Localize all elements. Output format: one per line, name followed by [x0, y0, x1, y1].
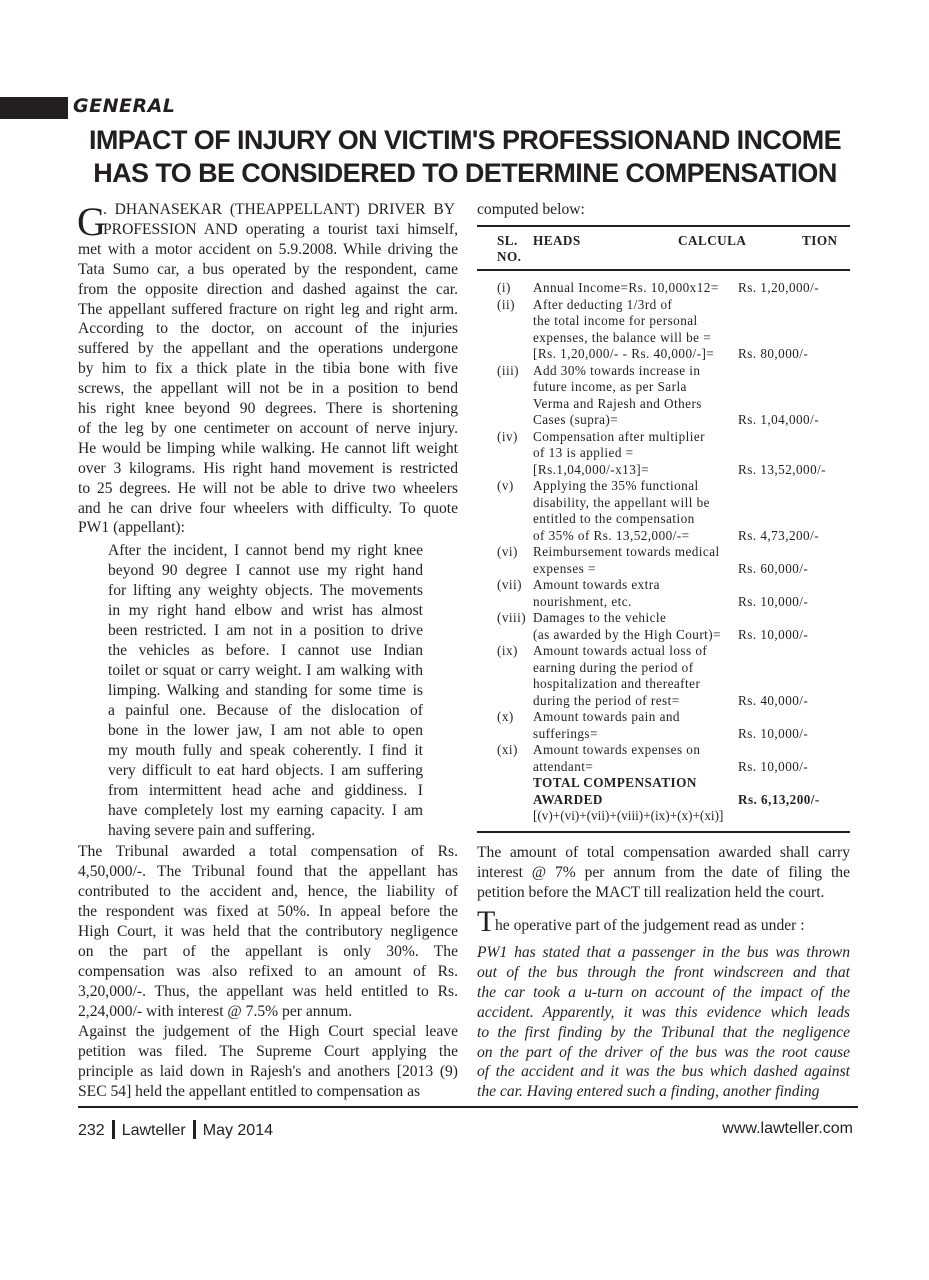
quote-line: After the incident, I cannot bend my right knee: [108, 542, 423, 559]
body-line: He would be limping while walking. He cannot lift weight: [78, 439, 458, 457]
row-head-text: Amount towards expenses on: [533, 742, 701, 757]
quote-line: having severe pain and suffering.: [108, 822, 316, 839]
quote-line: have completely lost my earning capacity. I am: [108, 802, 423, 819]
row-head-text: Damages to the vehicle: [533, 610, 667, 625]
row-amount: Rs. 80,000/-: [738, 346, 809, 361]
row-head-text: future income, as per Sarla: [533, 379, 687, 394]
body-line: suffered by the appellant and the operations undergone: [78, 340, 458, 358]
body-line: According to the doctor, on account of the injuries: [78, 320, 458, 338]
row-head-text: during the period of rest=: [533, 692, 680, 708]
website-link[interactable]: www.lawteller.com: [722, 1120, 853, 1137]
row-head-text: [Rs. 1,20,000/- - Rs. 40,000/-]=: [533, 346, 715, 361]
quote-line: bone in the lower jaw, I am not able to open: [108, 722, 423, 739]
quote-line: the car. Having entered such a finding, another finding: [477, 1083, 820, 1101]
body-line: principle as laid down in Rajesh's and anothers [2013 (9): [78, 1063, 458, 1080]
header-heads: HEADS: [533, 233, 581, 248]
total-amount: Rs. 6,13,200/-: [738, 791, 820, 807]
divider: [112, 1120, 115, 1139]
table-bottom-rule: [477, 831, 850, 833]
quote-line: accident. Apparently, it was this evidence which leads: [477, 1003, 850, 1021]
row-head-text: of 13 is applied =: [533, 445, 634, 460]
row-head-text: sufferings=: [533, 725, 598, 741]
body-line: petition before the MACT till realization held the court.: [477, 884, 825, 901]
row-amount: Rs. 10,000/-: [738, 758, 809, 774]
body-line: the respondent was fixed at 50%. In appeal before the: [78, 903, 458, 920]
row-head-text: Amount towards extra: [533, 577, 660, 592]
body-line: from the opposite direction and dashed against the car.: [78, 280, 458, 298]
body-line: over 3 kilograms. His right hand movement is restricted: [78, 459, 458, 477]
body-line: contributed to the accident and, hence, the liability of: [78, 883, 458, 900]
row-sl-number: (vii): [497, 577, 522, 592]
page-number: 232: [78, 1122, 105, 1139]
row-head-text: Cases (supra)=: [533, 412, 619, 427]
row-amount: Rs. 1,04,000/-: [738, 412, 820, 427]
body-line: compensation was also refixed to an amount of Rs.: [78, 963, 458, 980]
table-intro: computed below:: [477, 201, 585, 218]
quote-line: beyond 90 degree I cannot use my right hand: [108, 562, 423, 579]
total-label: AWARDED: [533, 791, 603, 807]
operative-part-intro: he operative part of the judgement read as under :: [495, 917, 805, 934]
row-sl-number: (viii): [497, 610, 527, 625]
quote-line: from intermittent head ache and giddiness. I: [108, 782, 423, 799]
row-head-text: disability, the appellant will be: [533, 494, 710, 510]
body-line: The appellant suffered fracture on right leg and right arm.: [78, 300, 458, 318]
row-amount: Rs. 10,000/-: [738, 626, 809, 642]
quote-line: PW1 has stated that a passenger in the bus was thrown: [477, 944, 850, 961]
quote-line: out of the bus through the front windscreen and that: [477, 963, 850, 981]
body-line: 3,20,000/-. Thus, the appellant was held entitled to Rs.: [78, 983, 458, 1000]
row-amount: Rs. 10,000/-: [738, 725, 809, 741]
total-label: TOTAL COMPENSATION: [533, 775, 697, 790]
row-head-text: Annual Income=Rs. 10,000x12=: [533, 280, 719, 295]
body-line: Tata Sumo car, a bus operated by the respondent, came: [78, 260, 458, 278]
quote-line: the vehicles as before. I cannot use Indian: [108, 642, 423, 659]
body-line: . DHANASEKAR (THEAPPELLANT) DRIVER BY: [103, 201, 455, 218]
body-line: PROFESSION AND operating a tourist taxi himself,: [103, 220, 458, 238]
row-head-text: Verma and Rajesh and Others: [533, 395, 702, 411]
row-amount: Rs. 13,52,000/-: [738, 461, 827, 477]
body-line: 2,24,000/- with interest @ 7.5% per annum.: [78, 1003, 353, 1020]
row-sl-number: (ix): [497, 643, 518, 658]
quote-line: limping. Walking and standing for some time is: [108, 682, 423, 699]
row-sl-number: (vi): [497, 544, 518, 559]
body-line: interest @ 7% per annum from the date of filing the: [477, 864, 850, 881]
quote-line: my mouth fully and speak coherently. I find it: [108, 742, 423, 759]
row-head-text: of 35% of Rs. 13,52,000/-=: [533, 527, 690, 543]
quote-line: to the first finding by the Tribunal that the negligence: [477, 1023, 850, 1041]
row-amount: Rs. 40,000/-: [738, 692, 809, 708]
row-amount: Rs. 4,73,200/-: [738, 527, 820, 543]
row-sl-number: (iii): [497, 362, 520, 378]
article-title-line-1: IMPACT OF INJURY ON VICTIM'S PROFESSIONAND INCOME: [88, 125, 842, 155]
body-line: 4,50,000/-. The Tribunal found that the appellant has: [78, 863, 458, 880]
table-top-rule: [477, 225, 850, 227]
header-tion: TION: [802, 233, 838, 248]
row-head-text: expenses, the balance will be =: [533, 329, 712, 345]
row-head-text: Amount towards pain and: [533, 709, 680, 724]
body-line: and he can drive four wheelers with difficulty. To quote: [78, 499, 458, 517]
row-sl-number: (v): [497, 478, 514, 493]
total-formula: [(v)+(vi)+(vii)+(viii)+(ix)+(x)+(xi)]: [533, 808, 724, 823]
body-line: of the leg by one centimeter on account of nerve injury.: [78, 419, 458, 437]
body-line: petition was filed. The Supreme Court applying the: [78, 1043, 458, 1060]
issue-date: May 2014: [202, 1122, 273, 1139]
quote-line: a painful one. Because of the dislocation of: [108, 702, 423, 719]
body-line: his right knee beyond 90 degrees. There is shortening: [78, 400, 458, 417]
body-line: Against the judgement of the High Court special leave: [78, 1023, 458, 1040]
header-sl: SL.: [497, 233, 518, 248]
section-bar: [0, 97, 68, 119]
row-head-text: Reimbursement towards medical: [533, 544, 720, 559]
body-line: PW1 (appellant):: [78, 519, 185, 537]
row-amount: Rs. 10,000/-: [738, 593, 809, 609]
row-sl-number: (ii): [497, 296, 515, 312]
drop-cap-t: T: [477, 905, 496, 938]
row-sl-number: (xi): [497, 742, 518, 757]
body-line: on the part of the appellant is only 30%. The: [78, 943, 458, 960]
row-sl-number: (iv): [497, 428, 518, 444]
row-head-text: (as awarded by the High Court)=: [533, 626, 722, 642]
quote-line: toilet or squat or carry weight. I am walking with: [108, 662, 423, 679]
divider: [193, 1120, 196, 1139]
quote-line: of the accident and it was the bus which dashed against: [477, 1063, 850, 1081]
header-calcula: CALCULA: [678, 233, 747, 248]
body-line: by him to fix a thick plate in the tibia bone with five: [78, 360, 458, 378]
header-no: NO.: [497, 249, 522, 264]
row-head-text: entitled to the compensation: [533, 511, 695, 526]
footer-left: [78, 1120, 273, 1140]
body-line: to 25 degrees. He will not be able to drive two wheelers: [78, 479, 458, 497]
section-label: GENERAL: [73, 95, 176, 117]
row-head-text: Amount towards actual loss of: [533, 643, 708, 658]
row-head-text: [Rs.1,04,000/-x13]=: [533, 461, 649, 477]
row-head-text: Compensation after multiplier: [533, 428, 705, 444]
row-head-text: nourishment, etc.: [533, 593, 632, 609]
quote-line: in my right hand elbow and wrist has almost: [108, 602, 423, 619]
row-sl-number: (x): [497, 709, 514, 724]
row-head-text: the total income for personal: [533, 313, 698, 328]
row-head-text: attendant=: [533, 758, 594, 774]
row-head-text: After deducting 1/3rd of: [533, 296, 673, 312]
row-amount: Rs. 1,20,000/-: [738, 280, 820, 295]
body-line: met with a motor accident on 5.9.2008. While driving the: [78, 240, 458, 258]
quote-line: on the part of the driver of the bus was the root cause: [477, 1043, 850, 1061]
row-head-text: Applying the 35% functional: [533, 478, 699, 493]
row-head-text: expenses =: [533, 560, 596, 576]
quote-line: for lifting any weighty objects. The movements: [108, 582, 423, 599]
body-line: The amount of total compensation awarded shall carry: [477, 844, 850, 861]
magazine-name: Lawteller: [121, 1122, 186, 1139]
body-line: screws, the appellant will not be in a position to bend: [78, 380, 458, 398]
quote-line: the car took a u-turn on account of the impact of the: [477, 983, 850, 1001]
quote-line: been restricted. I am not in a position to drive: [108, 622, 423, 639]
body-line: The Tribunal awarded a total compensation of Rs.: [78, 843, 458, 860]
table-header-rule: [477, 269, 850, 271]
row-sl-number: (i): [497, 280, 511, 295]
drop-cap: G: [77, 199, 106, 244]
quote-line: very difficult to eat hard objects. I am suffering: [108, 762, 423, 779]
body-line: High Court, it was held that the contributory negligence: [78, 923, 458, 940]
row-head-text: hospitalization and thereafter: [533, 676, 701, 691]
row-head-text: earning during the period of: [533, 659, 694, 675]
body-line: SEC 54] held the appellant entitled to compensation as: [78, 1083, 421, 1100]
article-title-line-2: HAS TO BE CONSIDERED TO DETERMINE COMPENSATION: [93, 158, 837, 188]
row-amount: Rs. 60,000/-: [738, 560, 809, 576]
footer-rule: [78, 1106, 858, 1108]
row-head-text: Add 30% towards increase in: [533, 362, 701, 378]
